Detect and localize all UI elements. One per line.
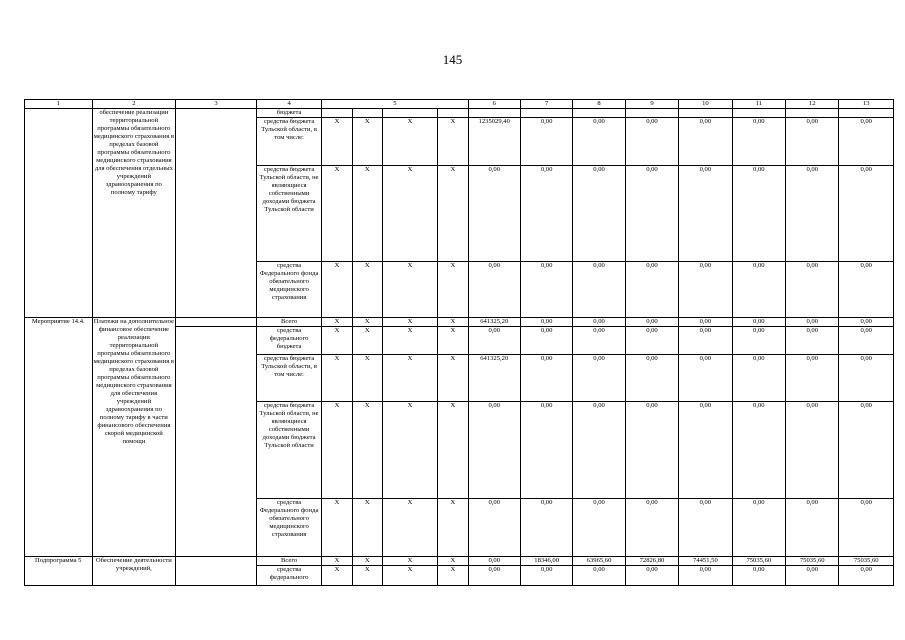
value-cell: 75035,60 [839,557,894,566]
table-row [25,318,894,327]
x-mark: X [382,566,437,586]
value-cell: 0,00 [679,327,732,355]
value-cell: 0,00 [786,566,839,586]
value-cell: 0,00 [573,262,625,318]
value-cell: 0,00 [520,118,572,166]
value-cell: 0,00 [839,327,894,355]
value-cell: 0,00 [520,327,572,355]
value-cell: 0,00 [520,318,572,327]
column-header: 6 [468,100,520,109]
x-mark: X [322,318,352,327]
responsible-cell [176,327,257,557]
x-mark: X [322,262,352,318]
column-header: 7 [520,100,572,109]
value-cell: 0,00 [520,402,572,499]
x-mark: X [438,166,468,262]
value-cell: 0,00 [679,499,732,557]
column-number-row [25,100,894,109]
value-cell: 0,00 [573,499,625,557]
source-label: средства бюджета Тульской области, в том числе: [256,118,322,166]
value-cell: 0,00 [625,566,678,586]
responsible-cell [176,318,257,327]
value-cell: 0,00 [786,327,839,355]
value-cell: 0,00 [679,262,732,318]
table-row [25,557,894,566]
x-mark: X [352,327,382,355]
value-cell: 0,00 [679,402,732,499]
column-header: 4 [256,100,322,109]
column-header: 12 [786,100,839,109]
value-cell: 0,00 [786,166,839,262]
value-cell: 0,00 [679,566,732,586]
value-cell: 0,00 [468,557,520,566]
value-cell: 75035,60 [732,557,785,566]
column-header: 13 [839,100,894,109]
table-row [25,109,894,118]
x-mark: X [382,118,437,166]
value-cell: 0,00 [679,355,732,402]
value-cell: 0,00 [468,402,520,499]
source-label: Всего [256,318,322,327]
value-cell: 0,00 [573,318,625,327]
x-mark: X [438,557,468,566]
value-cell: 0,00 [573,166,625,262]
value-cell: 0,00 [839,118,894,166]
source-label: средства бюджета Тульской области, в том числе: [256,355,322,402]
value-cell: 0,00 [625,327,678,355]
source-label: средства бюджета Тульской области, не являющиеся собственными доходами бюджета Тульской области [256,402,322,499]
value-cell: 0,00 [520,566,572,586]
value-cell: 0,00 [786,262,839,318]
value-cell: 0,00 [786,499,839,557]
value-cell: 18346,00 [520,557,572,566]
value-cell: 0,00 [679,118,732,166]
x-mark: X [352,499,382,557]
value-cell: 1235029,40 [468,118,520,166]
x-mark: X [382,557,437,566]
x-mark: X [352,318,382,327]
column-header: 10 [679,100,732,109]
value-cell: 0,00 [732,118,785,166]
source-label: средства федерального [256,566,322,586]
value-cell: 0,00 [573,566,625,586]
source-label: средства Федерального фонда обязательного медицинского страхования [256,499,322,557]
x-mark: X [438,566,468,586]
column-header: 9 [625,100,678,109]
value-cell: 0,00 [732,402,785,499]
value-cell: 74451,50 [679,557,732,566]
source-label: бюджета [256,109,322,118]
x-mark: X [438,262,468,318]
value-cell: 0,00 [573,327,625,355]
x-mark: X [352,118,382,166]
value-cell: 0,00 [679,166,732,262]
x-mark: X [322,166,352,262]
column-header: 5 [322,100,468,109]
x-mark: X [322,557,352,566]
value-cell: 0,00 [839,355,894,402]
value-cell: 0,00 [468,166,520,262]
x-mark: X [322,566,352,586]
x-mark: X [322,499,352,557]
block-code [25,109,93,318]
block-code: Мероприятие 14.4. [25,318,93,557]
block-description: Обеспечение деятельности учреждений, [92,557,176,586]
value-cell: 0,00 [520,262,572,318]
x-mark: X [352,262,382,318]
value-cell: 0,00 [839,566,894,586]
value-cell: 0,00 [625,262,678,318]
value-cell: 0,00 [732,318,785,327]
value-cell: 75035,60 [786,557,839,566]
value-cell: 0,00 [625,402,678,499]
value-cell: 0,00 [839,262,894,318]
value-cell: 0,00 [468,262,520,318]
column-header: 8 [573,100,625,109]
x-mark: X [352,166,382,262]
value-cell: 0,00 [625,499,678,557]
value-cell: 0,00 [625,355,678,402]
column-header: 11 [732,100,785,109]
value-cell: 0,00 [625,118,678,166]
value-cell: 0,00 [468,566,520,586]
value-cell: 0,00 [732,566,785,586]
value-cell: 0,00 [625,166,678,262]
responsible-cell [176,109,257,318]
x-mark: X [438,318,468,327]
x-mark: X [322,327,352,355]
x-mark: X [382,327,437,355]
value-cell: 0,00 [732,262,785,318]
x-mark: X [382,355,437,402]
value-cell: 0,00 [786,118,839,166]
x-mark: X [438,355,468,402]
value-cell: 641325,20 [468,318,520,327]
value-cell: 0,00 [732,166,785,262]
source-label: Всего [256,557,322,566]
page-number: 145 [442,52,463,67]
source-label: средства федерального бюджета [256,327,322,355]
block-code: Подпрограмма 5 [25,557,93,586]
value-cell: 0,00 [786,318,839,327]
x-mark: X [322,402,352,499]
value-cell: 0,00 [468,499,520,557]
value-cell: 641325,20 [468,355,520,402]
value-cell: 0,00 [520,166,572,262]
value-cell: 0,00 [732,327,785,355]
value-cell: 0,00 [520,499,572,557]
x-mark: X [322,355,352,402]
column-header: 3 [176,100,257,109]
value-cell: 72826,80 [625,557,678,566]
x-mark: X [438,499,468,557]
value-cell: 63965,60 [573,557,625,566]
value-cell: 0,00 [839,318,894,327]
budget-table [24,99,894,586]
source-label: средства бюджета Тульской области, не являющиеся собственными доходами бюджета Тульской области [256,166,322,262]
value-cell: 0,00 [468,327,520,355]
x-mark: X [438,402,468,499]
source-label: средства Федерального фонда обязательного медицинского страхования [256,262,322,318]
x-mark: X [438,118,468,166]
column-header: 1 [25,100,93,109]
value-cell: 0,00 [573,118,625,166]
x-mark: X [382,499,437,557]
x-mark: X [352,355,382,402]
value-cell: 0,00 [839,499,894,557]
value-cell: 0,00 [573,355,625,402]
x-mark: X [382,318,437,327]
value-cell: 0,00 [625,318,678,327]
x-mark: X [382,402,437,499]
x-mark: X [382,262,437,318]
value-cell: 0,00 [732,355,785,402]
x-mark: X [352,566,382,586]
x-mark: X [438,327,468,355]
value-cell: 0,00 [839,166,894,262]
value-cell: 0,00 [679,318,732,327]
x-mark: X [382,166,437,262]
block-description: обеспечение реализации территориальной программы обязательного медицинского страхования в пределах базовой программы обязательного медицинского страхования для обеспечения отдельных учреждений здравоохранения по полному тарифу [92,109,176,318]
x-mark: X [322,118,352,166]
value-cell: 0,00 [520,355,572,402]
x-mark: X [352,402,382,499]
block-description: Платежи на дополнительное финансовое обеспечение реализации территориальной программы обязательного медицинского страхования в пределах базовой программы обязательного медицинского страхования для обеспечения учреждений здравоохранения по полному тарифу в части финансового обеспечения скорой медицинской помощи [92,318,176,557]
column-header: 2 [92,100,176,109]
value-cell: 0,00 [786,402,839,499]
value-cell: 0,00 [732,499,785,557]
responsible-cell [176,557,257,586]
value-cell: 0,00 [573,402,625,499]
x-mark: X [352,557,382,566]
value-cell: 0,00 [786,355,839,402]
value-cell: 0,00 [839,402,894,499]
